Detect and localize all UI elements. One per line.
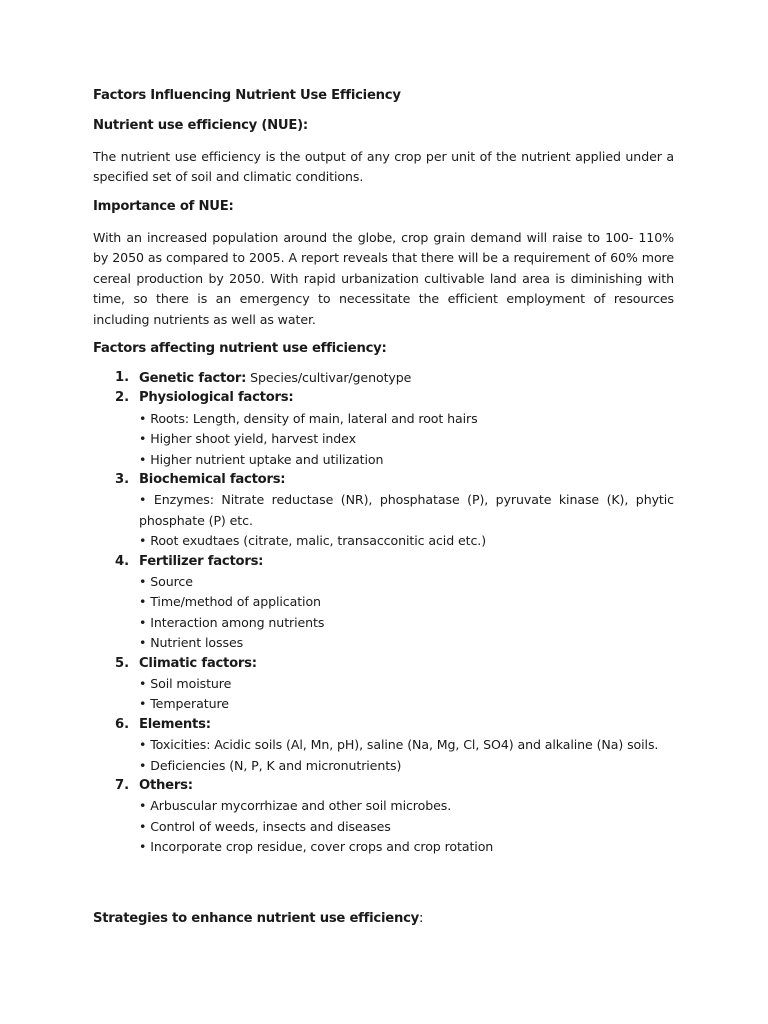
factor-title	[139, 388, 293, 408]
strategies-heading-colon: :	[419, 911, 424, 926]
factor-subitem: • Time/method of application	[139, 594, 321, 610]
factor-title-text: Genetic factor:	[139, 371, 247, 386]
factors-heading: Factors affecting nutrient use efficiency:	[93, 341, 387, 356]
factor-number: 5.	[115, 655, 130, 671]
factor-title	[139, 552, 263, 572]
factor-title-text: Biochemical factors:	[139, 472, 286, 487]
factor-title	[139, 776, 193, 796]
factor-subitem: • Incorporate crop residue, cover crops and crop rotation	[139, 839, 494, 855]
importance-paragraph: With an increased population around the globe, crop grain demand will raise to 100- 110% by 2050 as compared to 2005. A report reveals that there will be a requirement of 60% more cereal production by 2050. With rapid urbanization cultivable land area is diminishing with time, so there is an emergency to necessitate the efficient employment of resources including nutrients as well as water.	[93, 230, 674, 327]
factor-subitem: • Interaction among nutrients	[139, 614, 325, 630]
document-title: Factors Influencing Nutrient Use Efficiency	[93, 88, 401, 103]
factor-subitem: • Arbuscular mycorrhizae and other soil microbes.	[139, 798, 452, 814]
factor-title-text: Elements:	[139, 716, 211, 732]
factor-subitem: • Control of weeds, insects and diseases	[139, 818, 391, 834]
factor-subitem: • Root exudtaes (citrate, malic, transacconitic acid etc.)	[139, 533, 487, 549]
factor-subitem: • Source	[139, 574, 193, 589]
factor-item	[93, 776, 674, 796]
factor-title	[139, 715, 211, 735]
factor-subitem: • Higher shoot yield, harvest index	[139, 431, 356, 447]
factor-number: 2.	[115, 390, 130, 406]
factor-number: 7.	[115, 778, 130, 794]
factor-subitem: • Enzymes: Nitrate reductase (NR), phosphatase (P), pyruvate kinase (K), phytic phosphate (P) etc.	[139, 492, 674, 528]
factor-item	[93, 654, 674, 674]
factor-number: 6.	[115, 716, 130, 732]
factor-title	[139, 654, 257, 674]
factor-subitem: • Nutrient losses	[139, 635, 244, 651]
factor-title	[139, 470, 285, 490]
factor-number: 4.	[115, 553, 130, 569]
factor-description: Species/cultivar/genotype	[246, 370, 412, 385]
factor-subitem: • Roots: Length, density of main, lateral and root hairs	[139, 410, 478, 426]
factor-item	[93, 388, 674, 408]
factor-subitem: • Toxicities: Acidic soils (Al, Mn, pH), saline (Na, Mg, Cl, SO4) and alkaline (Na) soils.	[139, 737, 659, 753]
factor-item	[93, 552, 674, 572]
factor-title	[139, 368, 411, 389]
factor-subitem: • Soil moisture	[139, 676, 232, 692]
factor-title-text: Climatic factors:	[139, 655, 257, 671]
factor-item	[93, 368, 674, 388]
strategies-heading-text: Strategies to enhance nutrient use efficiency	[93, 911, 419, 926]
factor-item	[93, 470, 674, 490]
factor-item	[93, 715, 674, 735]
importance-heading: Importance of NUE:	[93, 199, 234, 214]
nue-heading: Nutrient use efficiency (NUE):	[93, 118, 308, 133]
factor-subitem: • Deficiencies (N, P, K and micronutrients)	[139, 757, 402, 773]
strategies-heading	[93, 911, 423, 927]
factor-title-text: Others:	[139, 778, 193, 794]
factor-title-text: Physiological factors:	[139, 390, 294, 406]
factors-list	[93, 368, 674, 858]
factor-number: 3.	[115, 472, 130, 487]
nue-definition: The nutrient use efficiency is the output of any crop per unit of the nutrient applied under a specified set of soil and climatic conditions.	[93, 149, 674, 185]
factor-subitem: • Temperature	[139, 696, 229, 712]
factor-subitem: • Higher nutrient uptake and utilization	[139, 451, 384, 467]
factor-title-text: Fertilizer factors:	[139, 553, 264, 569]
factor-number: 1.	[115, 370, 130, 385]
